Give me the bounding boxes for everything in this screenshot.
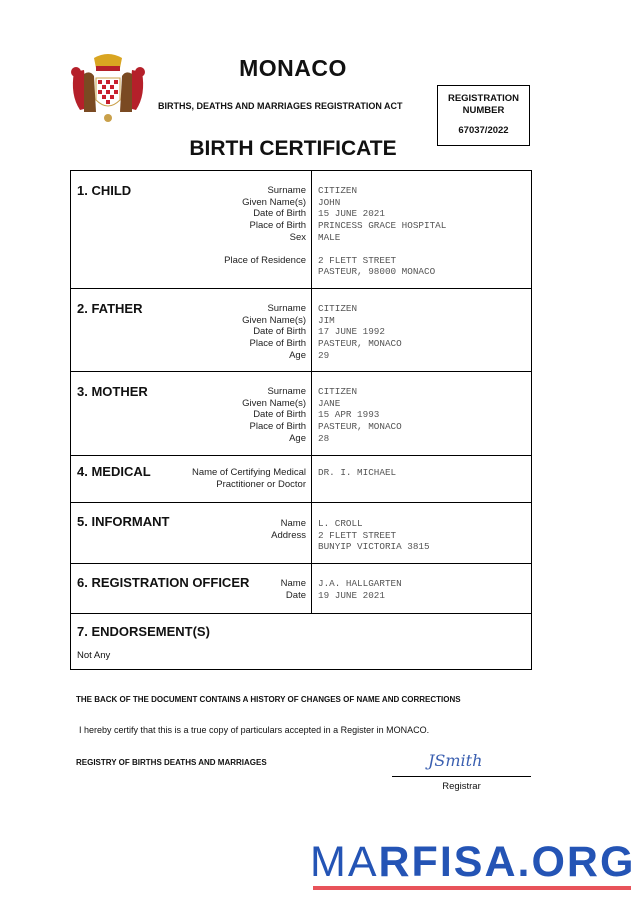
label-date: Date: [285, 589, 306, 601]
label-age: Age: [289, 349, 306, 361]
field-values: [312, 372, 402, 455]
country-title: MONACO: [239, 55, 347, 81]
field-labels: [242, 303, 306, 362]
value-date-of-birth: 15 APR 1993: [318, 409, 380, 421]
value-place-of-birth: PRINCESS GRACE HOSPITAL: [318, 220, 447, 232]
value-age: 29: [318, 349, 330, 361]
section-heading: 4. MEDICAL: [77, 464, 151, 479]
section-heading: 7. ENDORSEMENT(S): [77, 624, 210, 639]
document-title: BIRTH CERTIFICATE: [189, 137, 397, 160]
value-sex: MALE: [318, 231, 341, 243]
section-medical: [71, 456, 531, 503]
field-values: [312, 503, 430, 563]
section-heading: 2. FATHER: [77, 301, 143, 316]
field-labels: [224, 185, 306, 266]
registrar-signature: JSmith: [428, 751, 483, 770]
label-given-names: Given Name(s): [242, 196, 306, 208]
label-date-of-birth: Date of Birth: [253, 409, 306, 421]
value-name: L. CROLL: [318, 518, 363, 529]
field-labels: [192, 467, 306, 490]
label-place-of-birth: Place of Birth: [249, 220, 306, 232]
section-heading: 6. REGISTRATION OFFICER: [77, 575, 250, 590]
value-doctor-name: DR. I. MICHAEL: [318, 467, 397, 478]
label-date-of-birth: Date of Birth: [253, 208, 306, 220]
registration-number: 67037/2022: [458, 125, 509, 136]
value-registration-date: 19 JUNE 2021: [318, 589, 385, 601]
value-place-of-birth: PASTEUR, MONACO: [318, 338, 402, 350]
label-practitioner-or-doctor: Practitioner or Doctor: [216, 478, 306, 490]
value-address-line2: BUNYIP VICTORIA 3815: [318, 541, 430, 553]
value-given-names: JIM: [318, 314, 335, 326]
value-officer-name: J.A. HALLGARTEN: [318, 578, 402, 589]
section-father: [71, 289, 531, 372]
label-certifying-medical: Name of Certifying Medical: [191, 467, 306, 478]
label-age: Age: [289, 432, 306, 444]
registrar-label: Registrar: [442, 781, 481, 792]
value-place-of-birth: PASTEUR, MONACO: [318, 421, 402, 433]
label-place-of-birth: Place of Birth: [249, 421, 306, 433]
section-child: [71, 171, 531, 289]
label-date-of-birth: Date of Birth: [253, 326, 306, 338]
endorsement-value: Not Any: [77, 650, 111, 661]
registration-label-line1: REGISTRATION: [447, 93, 520, 104]
value-residence-line1: 2 FLETT STREET: [318, 254, 397, 266]
value-date-of-birth: 15 JUNE 2021: [318, 208, 385, 220]
certificate-table: [70, 170, 532, 670]
value-surname: CITIZEN: [318, 303, 358, 314]
field-labels: [281, 578, 306, 601]
registration-number-box: [437, 85, 530, 146]
section-mother: [71, 372, 531, 456]
value-surname: CITIZEN: [318, 185, 358, 196]
section-informant: [71, 503, 531, 564]
value-given-names: JOHN: [318, 196, 341, 208]
label-surname: Surname: [267, 386, 306, 397]
registry-name: REGISTRY OF BIRTHS DEATHS AND MARRIAGES: [76, 758, 267, 767]
section-heading: 3. MOTHER: [77, 384, 148, 399]
label-place-of-residence: Place of Residence: [224, 254, 306, 266]
section-registration-officer: [71, 564, 531, 614]
field-labels: [242, 386, 306, 445]
watermark-logo: [310, 838, 635, 887]
value-surname: CITIZEN: [318, 386, 358, 397]
label-given-names: Given Name(s): [242, 397, 306, 409]
label-name: Name: [280, 578, 306, 589]
field-values: [312, 456, 396, 502]
registration-label-line2: NUMBER: [462, 105, 505, 116]
section-heading: 1. CHILD: [77, 183, 132, 198]
field-values: [312, 289, 402, 371]
label-given-names: Given Name(s): [242, 314, 306, 326]
section-heading: 5. INFORMANT: [77, 514, 170, 529]
certification-statement: I hereby certify that this is a true copy of particulars accepted in a Register in MONACO.: [79, 725, 430, 735]
value-residence-line2: PASTEUR, 98000 MONACO: [318, 266, 436, 278]
label-name: Name: [280, 518, 306, 529]
act-subtitle: BIRTHS, DEATHS AND MARRIAGES REGISTRATION ACT: [158, 101, 403, 111]
field-values: [312, 171, 446, 288]
watermark-underline: [313, 886, 631, 890]
value-address-line1: 2 FLETT STREET: [318, 529, 397, 541]
label-surname: Surname: [267, 185, 306, 196]
label-sex: Sex: [289, 231, 306, 243]
label-surname: Surname: [267, 303, 306, 314]
label-address: Address: [271, 529, 306, 541]
field-labels: [271, 518, 306, 541]
watermark-text-light: MA: [310, 838, 379, 886]
value-date-of-birth: 17 JUNE 1992: [318, 326, 385, 338]
section-endorsement: [71, 614, 531, 669]
back-of-document-note: THE BACK OF THE DOCUMENT CONTAINS A HISTORY OF CHANGES OF NAME AND CORRECTIONS: [76, 695, 461, 704]
field-values: [312, 564, 402, 613]
signature-line: [392, 776, 531, 777]
value-age: 28: [318, 432, 330, 444]
monaco-coat-of-arms-icon: [66, 50, 150, 130]
value-given-names: JANE: [318, 397, 341, 409]
watermark-text-bold: RFISA.ORG: [378, 838, 636, 886]
label-place-of-birth: Place of Birth: [249, 338, 306, 350]
